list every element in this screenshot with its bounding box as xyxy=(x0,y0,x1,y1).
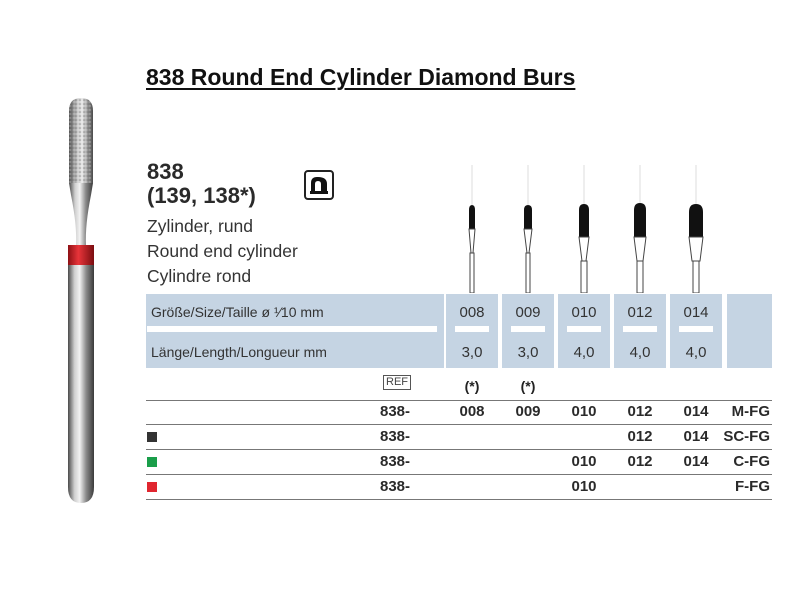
size-label: Größe/Size/Taille ø ¹⁄10 mm xyxy=(151,304,324,320)
bur-014-drawing xyxy=(689,204,703,293)
length-value: 4,0 xyxy=(685,344,707,361)
shank-type: F-FG xyxy=(735,478,770,495)
row-divider xyxy=(146,499,772,500)
size-value: 012 xyxy=(627,304,653,321)
grit-marker-green xyxy=(147,457,157,467)
header-divider xyxy=(567,326,601,332)
ref-prefix: 838- xyxy=(380,428,411,445)
ref-cell: 012 xyxy=(627,403,653,420)
product-alt-codes: (139, 138*) xyxy=(147,183,256,208)
bur-illustration xyxy=(55,95,107,507)
header-divider xyxy=(147,326,437,332)
ref-cell: 012 xyxy=(627,453,653,470)
bur-008-drawing xyxy=(469,205,475,293)
size-value: 014 xyxy=(683,304,709,321)
ref-cell: 014 xyxy=(683,453,709,470)
page-title: 838 Round End Cylinder Diamond Burs xyxy=(146,64,576,90)
ref-cell: 009 xyxy=(515,403,541,420)
length-value: 3,0 xyxy=(517,344,539,361)
ref-badge: REF xyxy=(383,375,411,390)
row-divider xyxy=(146,424,772,425)
length-value: 4,0 xyxy=(573,344,595,361)
ref-cell: 008 xyxy=(459,403,485,420)
ref-cell: 010 xyxy=(571,403,597,420)
shank-type: C-FG xyxy=(733,453,770,470)
description-fr: Cylindre rond xyxy=(147,266,252,286)
header-divider xyxy=(623,326,657,332)
shank-type: SC-FG xyxy=(723,428,770,445)
size-illustrations xyxy=(444,165,744,293)
grit-marker-red xyxy=(147,482,157,492)
ref-prefix: 838- xyxy=(380,403,411,420)
description-de: Zylinder, rund xyxy=(147,216,254,236)
ref-cell: 010 xyxy=(571,478,597,495)
length-value: 3,0 xyxy=(461,344,483,361)
shank-type: M-FG xyxy=(731,403,770,420)
header-divider xyxy=(679,326,713,332)
asterisk-note: (*) xyxy=(520,378,536,394)
length-label: Länge/Length/Longueur mm xyxy=(151,344,327,360)
product-code: 838 xyxy=(147,159,184,184)
bur-012-drawing xyxy=(634,203,646,293)
ref-cell: 014 xyxy=(683,428,709,445)
ref-cell: 014 xyxy=(683,403,709,420)
asterisk-note: (*) xyxy=(464,378,480,394)
row-divider xyxy=(146,449,772,450)
header-col-type xyxy=(727,294,772,368)
header-divider xyxy=(455,326,489,332)
grit-marker-black xyxy=(147,432,157,442)
length-value: 4,0 xyxy=(629,344,651,361)
ref-prefix: 838- xyxy=(380,453,411,470)
row-divider xyxy=(146,400,772,401)
bur-010-drawing xyxy=(579,204,589,293)
ref-prefix: 838- xyxy=(380,478,411,495)
ref-cell: 012 xyxy=(627,428,653,445)
header-divider xyxy=(511,326,545,332)
description-en: Round end cylinder xyxy=(147,241,298,261)
bur-009-drawing xyxy=(524,205,532,293)
size-value: 008 xyxy=(459,304,485,321)
size-value: 010 xyxy=(571,304,597,321)
contra-angle-icon xyxy=(304,170,334,200)
size-value: 009 xyxy=(515,304,541,321)
ref-cell: 010 xyxy=(571,453,597,470)
row-divider xyxy=(146,474,772,475)
